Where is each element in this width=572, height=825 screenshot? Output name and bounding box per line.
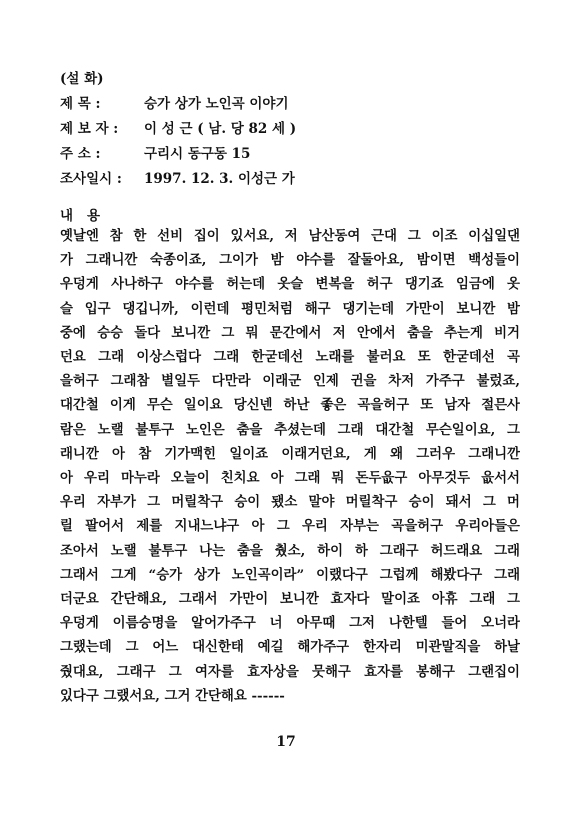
teller-value: 이 성 근 ( 남. 당 82 세 ) (144, 121, 297, 137)
body-line: 래니깐 아 참 기가맥힌 일이죠 이래거던요, 게 왜 그러우 그래니깐 (60, 445, 520, 462)
body-line: 우리 자부가 그 머릴착구 승이 됐소 말야 머릴착구 승이 돼서 그 머 (60, 494, 520, 511)
body-line: 그랬는데 그 어느 대신한태 예길 해가주구 한자리 미관말직을 하날 (60, 639, 520, 656)
body-line: 더군요 간단해요, 그래서 가만이 보니깐 효자다 말이죠 아휴 그래 그 (60, 591, 520, 608)
subject-row (60, 95, 289, 113)
body-line: 아 우리 마누라 오늘이 친치요 아 그래 뭐 돈두읎구 아무것두 읎서서 (60, 470, 520, 487)
address-row (60, 145, 250, 163)
page-number: 17 (276, 734, 296, 750)
body-line: 있다구 그랬서요, 그거 간단해요 ------ (60, 687, 285, 704)
address-label: 주 소 : (60, 146, 101, 162)
category-tag: (설 화) (60, 71, 104, 87)
teller-label: 제 보 자 : (60, 121, 119, 137)
body-line: 옛날엔 참 한 선비 집이 있서요, 저 남산동여 근대 그 이조 이십일댄 (60, 228, 520, 244)
subject-label: 제 목 : (60, 96, 101, 112)
body-line: 줬대요, 그래구 그 여자를 효자상을 뭇해구 효자를 봉해구 그랜집이 (60, 663, 520, 680)
body-line: 중에 승승 돌다 보니깐 그 뭐 문간에서 저 안에서 춤을 추는게 비거 (60, 324, 520, 341)
survey-date-row (60, 170, 295, 188)
body-line: 슬 입구 댕깁니까, 이런데 평민처럼 해구 댕기는데 가만이 보니깐 밤 (60, 300, 520, 317)
teller-row (60, 120, 296, 138)
body-line: 가 그래니깐 숙종이죠, 그이가 밤 야수를 잘둘아요, 밤이면 백성들이 (60, 252, 520, 269)
body-line: 그래서 그게 “승가 상가 노인곡이라” 이랬다구 그럽께 해봤다구 그래 (60, 566, 520, 583)
survey-date-label: 조사일시 : (60, 171, 122, 187)
survey-date-value: 1997. 12. 3. 이성근 가 (144, 171, 295, 187)
body-line: 릴 팔어서 제를 지내느냐구 아 그 우리 자부는 곡을허구 우리아들은 (60, 518, 520, 535)
body-line: 람은 노랠 불투구 노인은 춤을 추셨는데 그래 대간철 무슨일이요, 그 (60, 421, 520, 438)
body-line: 을허구 그래참 별일두 다만라 이래군 인제 귄을 차저 가주구 불렀죠, (60, 373, 520, 390)
address-value: 구리시 동구동 15 (144, 146, 251, 162)
body-line: 조아서 노랠 불투구 나는 춤을 췄소, 하이 하 그래구 허드래요 그래 (60, 542, 520, 559)
body-line: 대간철 이게 무슨 일이요 당신넨 하난 좋은 곡을허구 또 남자 절믄사 (60, 397, 520, 414)
body-line: 우덩게 사나하구 야수를 허는데 옷슬 변복을 허구 댕기죠 임금에 옷 (60, 276, 520, 293)
body-line: 우덩게 이름승명을 알어가주구 너 아무때 그저 나한텔 들어 오너라 (60, 615, 520, 632)
story-body (60, 224, 520, 708)
subject-value: 승가 상가 노인곡 이야기 (144, 96, 289, 112)
content-heading: 내용 (60, 208, 115, 224)
body-line: 던요 그래 이상스럽다 그래 한굳데선 노래를 불러요 또 한굳데선 곡 (60, 349, 520, 366)
